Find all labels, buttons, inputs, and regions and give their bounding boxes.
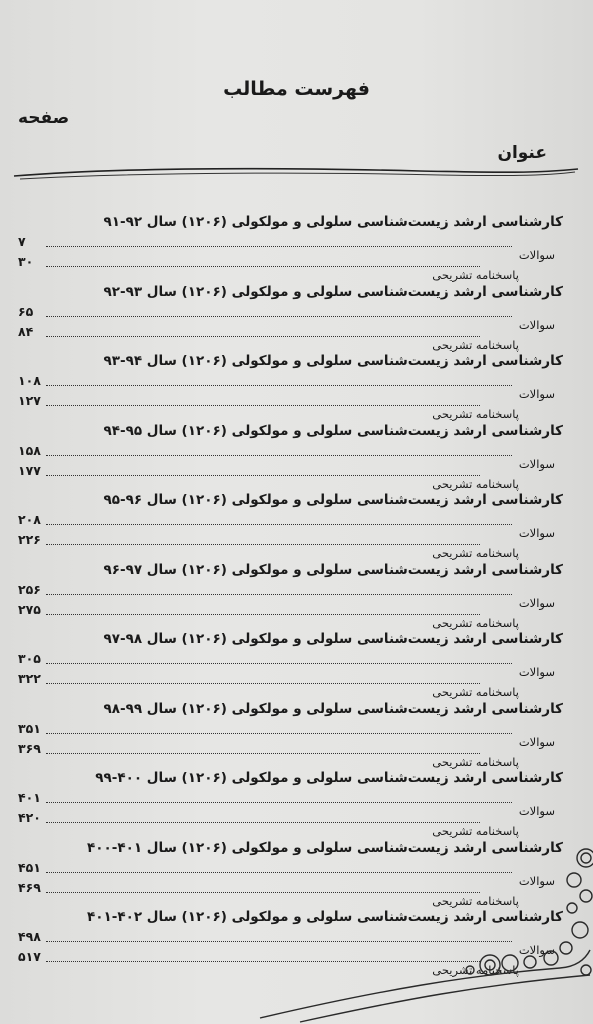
entry-label: پاسخنامه تشریحی — [432, 476, 519, 491]
entry-label: پاسخنامه تشریحی — [432, 407, 519, 421]
entry-label: پاسخنامه تشریحی — [432, 615, 519, 630]
section-title: کارشناسی ارشد زیست‌شناسی سلولی و مولکولی (۱۲۰۶) سال ۹۴-۹۳ — [103, 353, 563, 369]
entry-label: سوالات — [518, 665, 555, 679]
entry-label: سوالات — [518, 595, 555, 610]
entry-label: سوالات — [518, 526, 555, 540]
entry-label: سوالات — [518, 873, 555, 888]
entry-label: پاسخنامه تشریحی — [432, 685, 519, 699]
section-title: کارشناسی ارشد زیست‌شناسی سلولی و مولکولی (۱۲۰۶) سال ۹۶-۹۵ — [103, 492, 563, 508]
entry-page-number: ۱۲۷ — [18, 393, 41, 408]
entry-page-number: ۳۶۹ — [18, 740, 41, 756]
entry-page-number: ۳۰۵ — [18, 651, 41, 666]
entry-label: پاسخنامه تشریحی — [432, 337, 519, 352]
entry-page-number: ۴۹۸ — [18, 929, 41, 944]
entry-page-number: ۲۵۶ — [18, 581, 41, 597]
entry-page-number: ۲۲۶ — [18, 532, 41, 547]
entry-label: سوالات — [518, 387, 555, 401]
entry-label: سوالات — [518, 804, 555, 818]
section-title: کارشناسی ارشد زیست‌شناسی سلولی و مولکولی (۱۲۰۶) سال ۹۳-۹۲ — [103, 283, 563, 300]
section-title: کارشناسی ارشد زیست‌شناسی سلولی و مولکولی (۱۲۰۶) سال ۹۸-۹۷ — [103, 631, 563, 647]
section-title: کارشناسی ارشد زیست‌شناسی سلولی و مولکولی (۱۲۰۶) سال ۹۲-۹۱ — [103, 214, 563, 230]
section-title: کارشناسی ارشد زیست‌شناسی سلولی و مولکولی (۱۲۰۶) سال ۴۰۱-۴۰۰ — [87, 839, 563, 856]
entry-page-number: ۴۶۹ — [18, 879, 41, 895]
entry-page-number: ۱۰۸ — [18, 373, 41, 388]
entry-page-number: ۵۱۷ — [18, 949, 41, 964]
heading-column-label: عنوان — [497, 143, 547, 163]
entry-page-number: ۴۵۱ — [18, 859, 41, 875]
entry-page-number: ۱۷۷ — [18, 462, 41, 478]
entry-label: پاسخنامه تشریحی — [432, 754, 519, 769]
entry-label: پاسخنامه تشریحی — [432, 824, 519, 838]
entry-page-number: ۲۰۸ — [18, 512, 41, 527]
section-title: کارشناسی ارشد زیست‌شناسی سلولی و مولکولی (۱۲۰۶) سال ۹۵-۹۴ — [103, 422, 563, 439]
entry-page-number: ۸۴ — [18, 323, 34, 339]
entry-label: سوالات — [518, 248, 555, 262]
entry-label: پاسخنامه تشریحی — [432, 963, 519, 977]
entry-page-number: ۳۰ — [18, 254, 34, 269]
entry-label: پاسخنامه تشریحی — [432, 546, 519, 560]
entry-label: پاسخنامه تشریحی — [432, 268, 519, 282]
entry-page-number: ۲۷۵ — [18, 601, 41, 617]
entry-page-number: ۱۵۸ — [18, 442, 41, 458]
entry-page-number: ۴۲۰ — [18, 810, 41, 825]
entry-page-number: ۳۲۲ — [18, 671, 41, 686]
entry-page-number: ۶۵ — [18, 303, 34, 319]
page-column-label: صفحه — [18, 108, 70, 128]
section-title: کارشناسی ارشد زیست‌شناسی سلولی و مولکولی (۱۲۰۶) سال ۴۰۲-۴۰۱ — [87, 909, 563, 925]
section-title: کارشناسی ارشد زیست‌شناسی سلولی و مولکولی (۱۲۰۶) سال ۹۷-۹۶ — [103, 561, 563, 578]
entry-label: پاسخنامه تشریحی — [432, 893, 519, 908]
entry-page-number: ۳۵۱ — [18, 720, 41, 736]
entry-label: سوالات — [518, 317, 555, 332]
entry-page-number: ۷ — [18, 234, 26, 249]
section-title: کارشناسی ارشد زیست‌شناسی سلولی و مولکولی (۱۲۰۶) سال ۹۹-۹۸ — [103, 700, 563, 717]
entry-label: سوالات — [518, 943, 555, 957]
entry-page-number: ۴۰۱ — [18, 790, 41, 805]
entry-label: سوالات — [518, 456, 555, 471]
entry-label: سوالات — [518, 734, 555, 749]
page-title: فهرست مطالب — [223, 78, 370, 100]
section-title: کارشناسی ارشد زیست‌شناسی سلولی و مولکولی (۱۲۰۶) سال ۴۰۰-۹۹ — [95, 770, 563, 786]
